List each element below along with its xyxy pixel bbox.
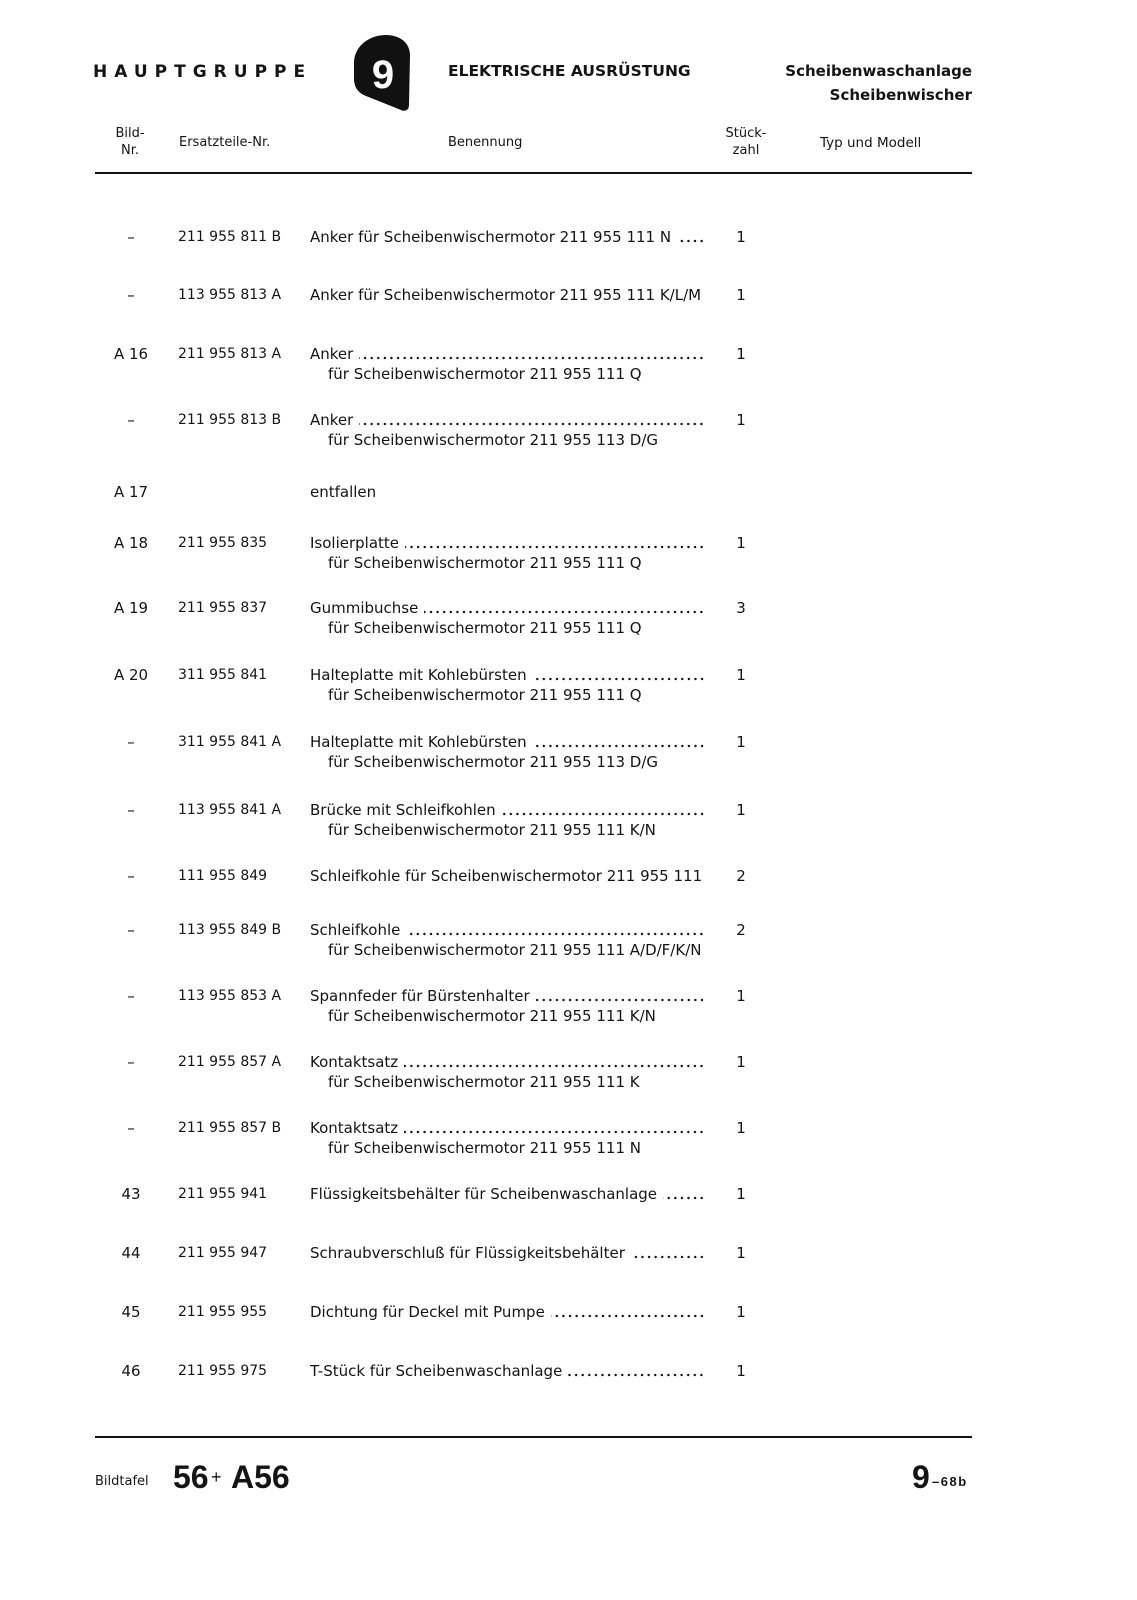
description	[310, 482, 705, 502]
footer-divider	[95, 1436, 972, 1438]
part-number: 311 955 841 A	[178, 734, 282, 750]
dot-leader	[568, 1373, 705, 1377]
quantity: 1	[736, 666, 746, 684]
quantity: 1	[736, 1053, 746, 1071]
description-text: T-Stück für Scheibenwaschanlage	[310, 1362, 563, 1380]
bild-number: –	[127, 228, 135, 246]
part-number: 211 955 857 A	[178, 1054, 282, 1070]
description	[310, 410, 705, 450]
bild-number: –	[127, 733, 135, 751]
bild-number: –	[127, 987, 135, 1005]
part-number: 211 955 835	[178, 535, 268, 551]
group-number-badge	[352, 33, 412, 113]
description-detail: für Scheibenwischermotor 211 955 113 D/G	[328, 431, 658, 449]
description-line	[310, 1184, 705, 1204]
bild-number: A 19	[113, 599, 149, 617]
subtitle-line-1: Scheibenwaschanlage	[785, 62, 972, 80]
dot-leader	[404, 1064, 705, 1068]
bild-number: –	[127, 867, 135, 885]
part-number: 113 955 813 A	[178, 287, 282, 303]
quantity: 1	[736, 1303, 746, 1321]
description	[310, 1184, 705, 1204]
parts-row	[0, 800, 1137, 844]
part-number: 211 955 813 A	[178, 346, 282, 362]
dot-leader	[551, 1314, 705, 1318]
description	[310, 920, 705, 960]
page-number-minor: –68b	[932, 1474, 968, 1489]
part-number: 211 955 941	[178, 1186, 268, 1202]
description-line	[310, 227, 705, 247]
parts-row	[0, 410, 1137, 454]
dot-leader	[359, 422, 705, 426]
description-detail: für Scheibenwischermotor 211 955 111 K	[328, 1073, 640, 1091]
description-detail: für Scheibenwischermotor 211 955 111 A/D/F/K/N	[328, 941, 702, 959]
bild-number: 46	[121, 1362, 141, 1380]
dot-leader	[663, 1196, 705, 1200]
part-number: 211 955 955	[178, 1304, 268, 1320]
group-number: 9	[371, 53, 395, 97]
description-text: Anker	[310, 411, 354, 429]
description-line	[310, 1302, 705, 1322]
parts-row	[0, 665, 1137, 709]
description-line	[310, 800, 705, 820]
part-number: 113 955 853 A	[178, 988, 282, 1004]
description-text: Kontaktsatz	[310, 1119, 399, 1137]
dot-leader	[359, 356, 705, 360]
description	[310, 1361, 705, 1381]
description-line	[310, 986, 705, 1006]
dot-leader	[533, 744, 705, 748]
parts-row	[0, 533, 1137, 577]
description	[310, 598, 705, 638]
description-text: Anker für Scheibenwischermotor 211 955 111 K/L/M	[310, 286, 702, 304]
description-detail: für Scheibenwischermotor 211 955 111 Q	[328, 554, 642, 572]
bild-number: –	[127, 921, 135, 939]
dot-leader	[406, 932, 705, 936]
description	[310, 533, 705, 573]
column-header-bild-nr-line-2: Nr.	[120, 143, 139, 158]
part-number: 113 955 849 B	[178, 922, 282, 938]
header-divider	[95, 172, 972, 174]
dot-leader	[631, 1255, 705, 1259]
column-header-type-model: Typ und Modell	[820, 135, 922, 151]
dot-leader	[533, 677, 705, 681]
description-text: Gummibuchse	[310, 599, 419, 617]
description-text: Anker für Scheibenwischermotor 211 955 111 N	[310, 228, 672, 246]
parts-row	[0, 598, 1137, 642]
part-number: 211 955 975	[178, 1363, 268, 1379]
description	[310, 1302, 705, 1322]
description-detail: für Scheibenwischermotor 211 955 113 D/G	[328, 753, 658, 771]
description-text: Schleifkohle für Scheibenwischermotor 211 955 111	[310, 867, 703, 885]
column-header-part-number: Ersatzteile-Nr.	[179, 135, 271, 150]
dot-leader	[502, 812, 705, 816]
bild-number: –	[127, 286, 135, 304]
column-header-bild-nr-line-1: Bild-	[115, 126, 145, 141]
part-number: 111 955 849	[178, 868, 268, 884]
quantity: 1	[736, 987, 746, 1005]
description	[310, 800, 705, 840]
dot-leader	[424, 610, 705, 614]
description	[310, 285, 705, 305]
description-text: Isolierplatte	[310, 534, 400, 552]
plate-plus-sign: +	[211, 1467, 222, 1487]
description-detail: für Scheibenwischermotor 211 955 111 Q	[328, 365, 642, 383]
bild-number: A 17	[113, 483, 149, 501]
description	[310, 986, 705, 1026]
bild-number: 43	[121, 1185, 141, 1203]
description-detail: für Scheibenwischermotor 211 955 111 K/N	[328, 821, 656, 839]
parts-row	[0, 866, 1137, 910]
description-detail: für Scheibenwischermotor 211 955 111 Q	[328, 619, 642, 637]
description	[310, 1118, 705, 1158]
quantity: 1	[736, 733, 746, 751]
description-text: Flüssigkeitsbehälter für Scheibenwaschanlage	[310, 1185, 658, 1203]
description-text: Halteplatte mit Kohlebürsten	[310, 666, 527, 684]
parts-row	[0, 986, 1137, 1030]
parts-row	[0, 1118, 1137, 1162]
dot-leader	[404, 1130, 705, 1134]
description-line	[310, 285, 705, 305]
description-detail: für Scheibenwischermotor 211 955 111 N	[328, 1139, 641, 1157]
description-line	[310, 410, 705, 430]
parts-row	[0, 920, 1137, 964]
description-detail: für Scheibenwischermotor 211 955 111 Q	[328, 686, 642, 704]
description-text: Brücke mit Schleifkohlen	[310, 801, 496, 819]
description	[310, 665, 705, 705]
part-number: 211 955 857 B	[178, 1120, 282, 1136]
bild-number: A 18	[113, 534, 149, 552]
column-header-description: Benennung	[448, 135, 523, 150]
bild-number: –	[127, 1119, 135, 1137]
part-number: 311 955 841	[178, 667, 268, 683]
parts-row	[0, 227, 1137, 271]
description-text: Kontaktsatz	[310, 1053, 399, 1071]
part-number: 113 955 841 A	[178, 802, 282, 818]
dot-leader	[536, 998, 705, 1002]
description	[310, 866, 705, 886]
quantity: 3	[736, 599, 746, 617]
parts-row	[0, 482, 1137, 526]
quantity: 1	[736, 534, 746, 552]
description-text: Schraubverschluß für Flüssigkeitsbehälter	[310, 1244, 625, 1262]
parts-row	[0, 285, 1137, 329]
bild-number: A 20	[113, 666, 149, 684]
parts-row	[0, 344, 1137, 388]
page-number-major: 9	[912, 1459, 930, 1495]
dot-leader	[677, 239, 705, 243]
description-line	[310, 665, 705, 685]
bild-number: –	[127, 411, 135, 429]
column-header-quantity-line-1: Stück-	[725, 126, 767, 141]
part-number: 211 955 813 B	[178, 412, 282, 428]
description-line	[310, 533, 705, 553]
description	[310, 227, 705, 247]
column-header-quantity-line-2: zahl	[732, 143, 760, 158]
description-text: entfallen	[310, 483, 377, 501]
quantity: 1	[736, 286, 746, 304]
quantity: 1	[736, 411, 746, 429]
description-line	[310, 482, 705, 502]
dot-leader	[405, 545, 705, 549]
parts-row	[0, 732, 1137, 776]
description	[310, 1243, 705, 1263]
main-group-label: HAUPTGRUPPE	[93, 62, 313, 82]
description-line	[310, 920, 705, 940]
subtitle-line-2: Scheibenwischer	[829, 86, 972, 104]
part-number: 211 955 811 B	[178, 229, 282, 245]
parts-row	[0, 1052, 1137, 1096]
description-line	[310, 598, 705, 618]
plate-number: 56	[173, 1459, 209, 1495]
description-text: Halteplatte mit Kohlebürsten	[310, 733, 527, 751]
quantity: 1	[736, 1185, 746, 1203]
quantity: 1	[736, 1119, 746, 1137]
quantity: 1	[736, 801, 746, 819]
group-title: ELEKTRISCHE AUSRÜSTUNG	[448, 62, 691, 80]
description	[310, 732, 705, 772]
quantity: 1	[736, 1244, 746, 1262]
bild-number: –	[127, 801, 135, 819]
bild-number: 45	[121, 1303, 141, 1321]
description-line	[310, 1052, 705, 1072]
bild-number: A 16	[113, 345, 149, 363]
parts-row	[0, 1361, 1137, 1405]
quantity: 1	[736, 228, 746, 246]
description-detail: für Scheibenwischermotor 211 955 111 K/N	[328, 1007, 656, 1025]
quantity: 2	[736, 921, 746, 939]
description-line	[310, 866, 705, 886]
part-number: 211 955 837	[178, 600, 268, 616]
quantity: 2	[736, 867, 746, 885]
quantity: 1	[736, 1362, 746, 1380]
quantity: 1	[736, 345, 746, 363]
parts-row	[0, 1243, 1137, 1287]
parts-row	[0, 1184, 1137, 1228]
description	[310, 344, 705, 384]
plate-label: Bildtafel	[95, 1474, 149, 1489]
description-text: Dichtung für Deckel mit Pumpe	[310, 1303, 545, 1321]
description-text: Spannfeder für Bürstenhalter	[310, 987, 530, 1005]
parts-row	[0, 1302, 1137, 1346]
description-text: Schleifkohle	[310, 921, 401, 939]
description-text: Anker	[310, 345, 354, 363]
description-line	[310, 344, 705, 364]
description-line	[310, 1243, 705, 1263]
bild-number: –	[127, 1053, 135, 1071]
description-line	[310, 732, 705, 752]
bild-number: 44	[121, 1244, 141, 1262]
description-line	[310, 1118, 705, 1138]
description	[310, 1052, 705, 1092]
part-number: 211 955 947	[178, 1245, 268, 1261]
plate-suffix: A56	[231, 1459, 290, 1495]
description-line	[310, 1361, 705, 1381]
